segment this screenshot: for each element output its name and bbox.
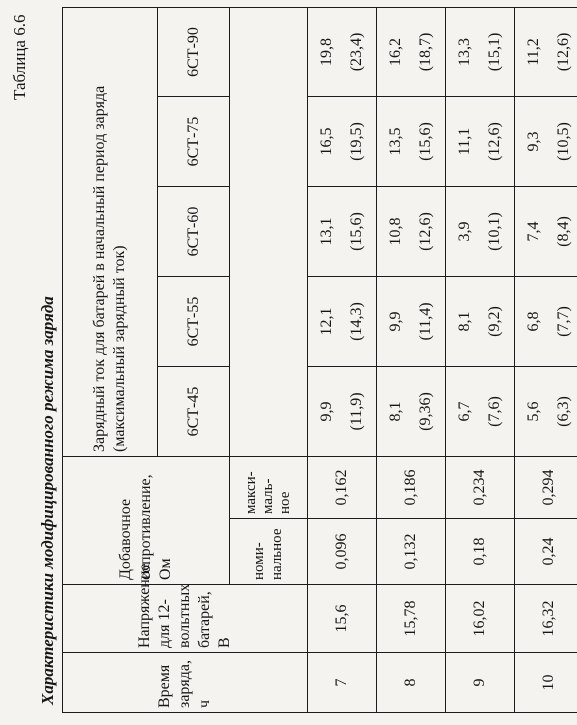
current-max-value: (12,6) <box>417 212 434 251</box>
cell-current-6st60 <box>515 187 577 277</box>
current-max-value: (15,6) <box>417 122 434 161</box>
current-value: 16,5 <box>318 127 335 156</box>
current-value: 13,5 <box>387 127 404 156</box>
current-value: 10,8 <box>387 217 404 246</box>
current-max-value: (10,1) <box>486 212 503 251</box>
cell-current-6st45 <box>308 367 377 457</box>
header-current: Зарядный ток для батарей в начальный период заряда (максимальный зарядный ток) <box>63 7 158 456</box>
cell-current-6st90 <box>308 7 377 96</box>
header-resistance: Добавочное сопротивление, Ом <box>63 457 230 585</box>
cell-res-max: 0,294 <box>515 457 577 519</box>
header-res-nominal: номи-нальное <box>230 519 308 585</box>
cell-current-6st75 <box>377 97 446 187</box>
current-max-value: (11,4) <box>417 302 434 341</box>
current-max-value: (9,36) <box>417 392 434 431</box>
cell-current-6st60 <box>308 187 377 277</box>
current-value: 8,1 <box>387 401 404 422</box>
current-value: 5,6 <box>525 401 542 422</box>
current-max-value: (8,4) <box>555 216 572 247</box>
cell-current-6st60 <box>377 187 446 277</box>
current-max-value: (7,7) <box>555 306 572 337</box>
current-max-value: (15,6) <box>348 212 365 251</box>
cell-current-6st90 <box>446 7 515 96</box>
header-spacer <box>230 7 308 456</box>
current-value: 9,9 <box>318 401 335 422</box>
cell-time: 8 <box>377 653 446 713</box>
cell-current-6st60 <box>446 187 515 277</box>
current-max-value: (18,7) <box>417 32 434 72</box>
cell-current-6st55 <box>308 277 377 367</box>
header-battery-6st90: 6СТ-90 <box>158 7 230 96</box>
header-res-max: макси-маль-ное <box>230 457 308 519</box>
charging-table <box>62 7 577 713</box>
cell-voltage: 15,78 <box>377 585 446 653</box>
cell-res-nominal: 0,132 <box>377 519 446 585</box>
header-time: Время заряда, ч <box>63 653 308 713</box>
cell-current-6st90 <box>515 7 577 96</box>
table-row-8h <box>377 7 446 712</box>
cell-current-6st55 <box>377 277 446 367</box>
current-max-value: (15,1) <box>486 32 503 72</box>
current-max-value: (19,5) <box>348 122 365 161</box>
cell-time: 9 <box>446 653 515 713</box>
table-row-7h <box>308 7 377 712</box>
cell-current-6st45 <box>377 367 446 457</box>
cell-current-6st55 <box>446 277 515 367</box>
cell-voltage: 16,02 <box>446 585 515 653</box>
cell-time: 7 <box>308 653 377 713</box>
current-value: 8,1 <box>456 311 473 332</box>
current-max-value: (14,3) <box>348 302 365 341</box>
cell-res-nominal: 0,18 <box>446 519 515 585</box>
cell-voltage: 16,32 <box>515 585 577 653</box>
current-value: 19,8 <box>318 37 335 66</box>
current-value: 11,2 <box>525 38 542 66</box>
current-max-value: (12,6) <box>486 122 503 161</box>
header-battery-6st60: 6СТ-60 <box>158 187 230 277</box>
current-value: 9,3 <box>525 131 542 152</box>
cell-res-max: 0,162 <box>308 457 377 519</box>
table-caption: Таблица 6.6 <box>10 14 29 100</box>
table-title: Характеристики модифицированного режима заряда <box>38 296 57 705</box>
cell-current-6st75 <box>308 97 377 187</box>
cell-current-6st45 <box>515 367 577 457</box>
current-value: 13,1 <box>318 217 335 246</box>
cell-current-6st90 <box>377 7 446 96</box>
cell-time: 10 <box>515 653 577 713</box>
current-value: 12,1 <box>318 307 335 336</box>
current-value: 11,1 <box>456 127 473 156</box>
current-max-value: (11,9) <box>348 392 365 431</box>
current-value: 9,9 <box>387 311 404 332</box>
header-battery-6st55: 6СТ-55 <box>158 277 230 367</box>
header-battery-6st45: 6СТ-45 <box>158 367 230 457</box>
current-value: 16,2 <box>387 37 404 66</box>
table-row-9h <box>446 7 515 712</box>
cell-res-max: 0,234 <box>446 457 515 519</box>
current-value: 6,7 <box>456 401 473 422</box>
current-value: 7,4 <box>525 221 542 242</box>
cell-res-max: 0,186 <box>377 457 446 519</box>
current-max-value: (9,2) <box>486 306 503 337</box>
cell-voltage: 15,6 <box>308 585 377 653</box>
cell-current-6st45 <box>446 367 515 457</box>
header-battery-6st75: 6СТ-75 <box>158 97 230 187</box>
current-value: 13,3 <box>456 37 473 66</box>
cell-res-nominal: 0,24 <box>515 519 577 585</box>
table-row-10h <box>515 7 577 712</box>
cell-current-6st75 <box>515 97 577 187</box>
cell-current-6st55 <box>515 277 577 367</box>
cell-res-nominal: 0,096 <box>308 519 377 585</box>
current-value: 3,9 <box>456 221 473 242</box>
current-max-value: (23,4) <box>348 32 365 72</box>
current-max-value: (10,5) <box>555 122 572 161</box>
header-voltage: Напряжение для 12-вольтных батарей, В <box>63 585 308 653</box>
current-max-value: (12,6) <box>555 32 572 72</box>
current-max-value: (6,3) <box>555 396 572 427</box>
cell-current-6st75 <box>446 97 515 187</box>
current-max-value: (7,6) <box>486 396 503 427</box>
current-value: 6,8 <box>525 311 542 332</box>
